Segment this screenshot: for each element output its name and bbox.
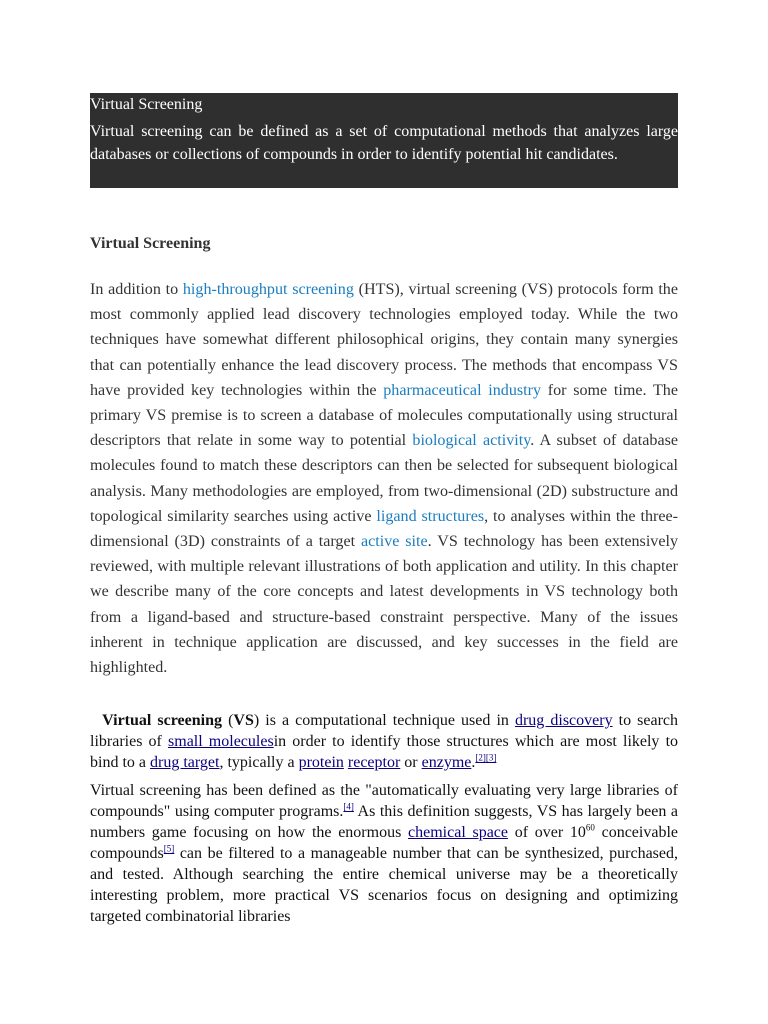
link-receptor[interactable]: receptor (347, 754, 401, 771)
bold-term: Virtual screening (102, 712, 222, 729)
link-pharmaceutical-industry[interactable]: pharmaceutical industry (383, 381, 542, 399)
text-run: , typically a (219, 754, 299, 771)
banner-text: Virtual screening can be defined as a set of computational methods that analyzes large databases or collections of compounds in order to identify potential hit candidates. (90, 123, 678, 163)
text-run: , to analyses within the three-dimensional (3D) constraints of a target (90, 507, 678, 551)
text-run: ) is a computational technique used in (253, 712, 515, 729)
text-run: conceivable compounds (90, 824, 678, 862)
text-run: . VS technology has been extensively reviewed, with multiple relevant illustrations of both application and utility. In this chapter we describe many of the core concepts and latest developments in VS technology both from a ligand-based and structure-based constraint perspective. Many of the issues inherent in technique application are discussed, and key successes in the field are highlighted. (90, 533, 678, 677)
link-ligand-structures[interactable]: ligand structures (376, 507, 485, 525)
link-active-site[interactable]: active site (360, 533, 428, 551)
text-run: for some time. The primary VS premise is to screen a database of molecules computationally using structural descriptors that relate in some way to potential (90, 381, 678, 450)
text-run: . (471, 754, 476, 771)
citation (164, 844, 175, 854)
citation (475, 753, 496, 763)
citation-link-3[interactable]: [3] (485, 752, 497, 763)
link-protein[interactable]: protein (298, 754, 344, 771)
citation-link-4[interactable]: [4] (343, 801, 354, 812)
text-run: ( (222, 712, 234, 729)
text-run: In addition to (90, 281, 183, 298)
text-run: Virtual screening has been defined as the "automatically evaluating very large libraries of compounds" using computer programs. (90, 782, 678, 820)
text-run: or (400, 754, 422, 771)
intro-paragraph (90, 277, 678, 680)
text-run: As this definition suggests, VS has largely been a numbers game focusing on how the enormous (90, 803, 678, 841)
link-drug-discovery[interactable]: drug discovery (514, 712, 613, 729)
link-enzyme[interactable]: enzyme (421, 754, 472, 771)
banner-title: Virtual Screening (90, 96, 203, 113)
section-heading: Virtual Screening (90, 235, 211, 252)
text-run: to search libraries of (90, 712, 679, 750)
definition-paragraph (90, 710, 678, 773)
numbers-game-paragraph (90, 780, 678, 927)
text-run: . A subset of database molecules found to match these descriptors can then be selected for subsequent biological analysis. Many methodologies are employed, from two-dimensional (2D) substructure and topological similarity searches using active (90, 432, 678, 525)
link-small-molecules[interactable]: small molecules (168, 733, 274, 750)
text-run: can be filtered to a manageable number that can be synthesized, purchased, and tested. Although searching the entire chemical universe may be a theoretically interesting problem, more practical VS scenarios focus on designing and optimizing targeted combinatorial libraries (90, 845, 678, 925)
text-run: in order to identify those structures which are most likely to bind to a (90, 733, 679, 771)
link-high-throughput-screening[interactable]: high-throughput screening (182, 281, 354, 298)
bold-term: VS (233, 712, 254, 729)
summary-banner (90, 93, 678, 188)
text-run: (HTS), virtual screening (VS) protocols form the most commonly applied lead discovery technologies employed today. While the two techniques have somewhat different philosophical origins, they contain many synergies that can potentially enhance the lead discovery process. The methods that encompass VS have provided key technologies within the (90, 281, 678, 399)
link-drug-target[interactable]: drug target (150, 754, 220, 771)
text-run: of over 10 (508, 824, 586, 841)
citation-link-5[interactable]: [5] (163, 843, 175, 854)
citation-link-2[interactable]: [2] (475, 752, 486, 763)
citation (343, 802, 354, 812)
exponent: 60 (585, 822, 595, 833)
link-chemical-space[interactable]: chemical space (408, 824, 508, 841)
link-biological-activity[interactable]: biological activity (412, 432, 531, 450)
